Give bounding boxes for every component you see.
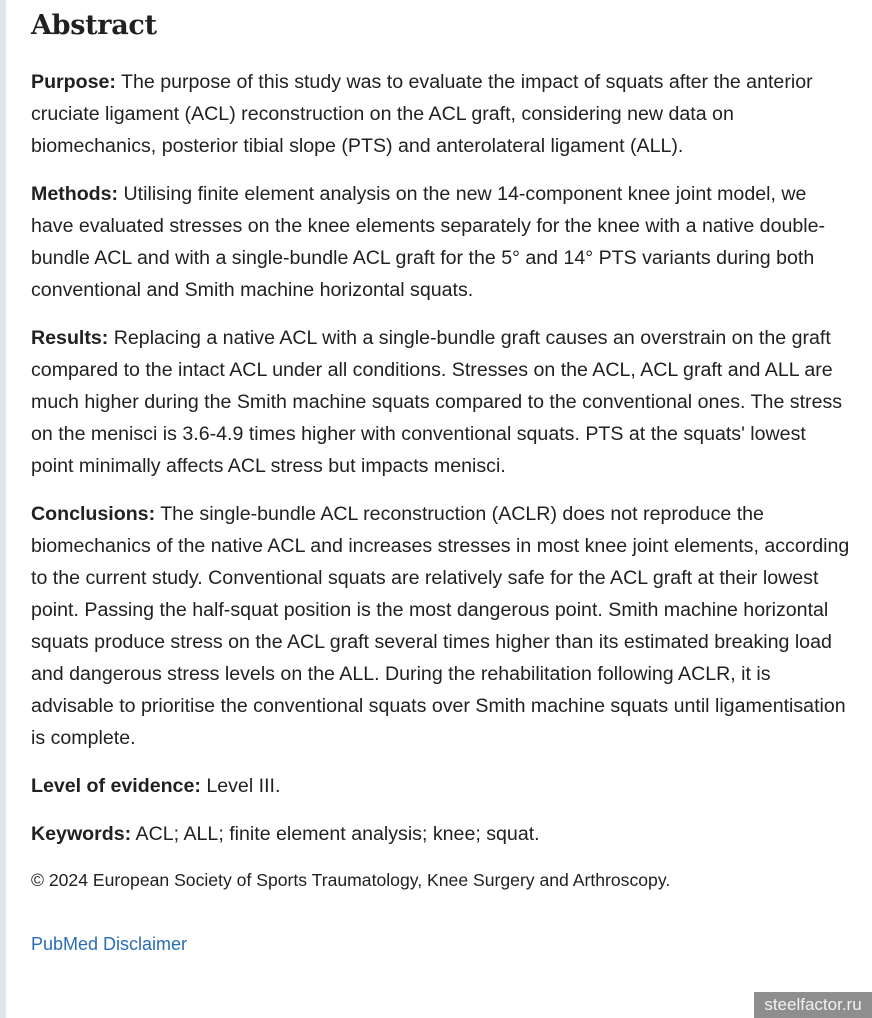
level-of-evidence-label: Level of evidence: bbox=[31, 775, 201, 797]
watermark: steelfactor.ru bbox=[754, 992, 872, 1018]
copyright-notice: © 2024 European Society of Sports Traumatology, Knee Surgery and Arthroscopy. bbox=[31, 870, 671, 890]
purpose-label: Purpose: bbox=[31, 71, 116, 93]
conclusions-text: The single-bundle ACL reconstruction (ACLR) does not reproduce the biomechanics of the native ACL and increases stresses in most knee joint elements, according to the current study. Conventional squats are relatively safe for the ACL graft at their lowest point. Passing the half-squat position is the most dangerous point. Smith machine horizontal squats produce stress on the ACL graft several times higher than its estimated breaking load and dangerous stress levels on the ALL. During the rehabilitation following ACLR, it is advisable to prioritise the conventional squats over Smith machine squats until ligamentisation is complete. bbox=[31, 503, 850, 749]
level-of-evidence-text: Level III. bbox=[200, 775, 281, 797]
keywords-text: ACL; ALL; finite element analysis; knee; squat. bbox=[131, 823, 540, 845]
conclusions-paragraph bbox=[31, 498, 851, 754]
keywords-paragraph bbox=[31, 818, 851, 850]
pubmed-disclaimer-link[interactable]: PubMed Disclaimer bbox=[31, 934, 188, 954]
purpose-paragraph bbox=[31, 66, 851, 162]
level-of-evidence-paragraph bbox=[31, 770, 851, 802]
abstract-section bbox=[31, 6, 851, 958]
left-border-rule bbox=[0, 0, 6, 1018]
purpose-text: The purpose of this study was to evaluate the impact of squats after the anterior cruciate ligament (ACL) reconstruction on the ACL graft, considering new data on biomechanics, posterior tibial slope (PTS) and anterolateral ligament (ALL). bbox=[31, 71, 813, 157]
methods-label: Methods: bbox=[31, 183, 119, 205]
results-label: Results: bbox=[31, 327, 109, 349]
abstract-heading: Abstract bbox=[31, 10, 157, 41]
methods-paragraph bbox=[31, 178, 851, 306]
results-text: Replacing a native ACL with a single-bundle graft causes an overstrain on the graft compared to the intact ACL under all conditions. Stresses on the ACL, ACL graft and ALL are much higher during the Smith machine squats compared to the conventional ones. The stress on the menisci is 3.6-4.9 times higher with conventional squats. PTS at the squats' lowest point minimally affects ACL stress but impacts menisci. bbox=[31, 327, 843, 477]
conclusions-label: Conclusions: bbox=[31, 503, 156, 525]
results-paragraph bbox=[31, 322, 851, 482]
keywords-label: Keywords: bbox=[31, 823, 132, 845]
methods-text: Utilising finite element analysis on the new 14-component knee joint model, we have evaluated stresses on the knee elements separately for the knee with a native double-bundle ACL and with a single-bundle ACL graft for the 5° and 14° PTS variants during both conventional and Smith machine horizontal squats. bbox=[31, 183, 826, 301]
